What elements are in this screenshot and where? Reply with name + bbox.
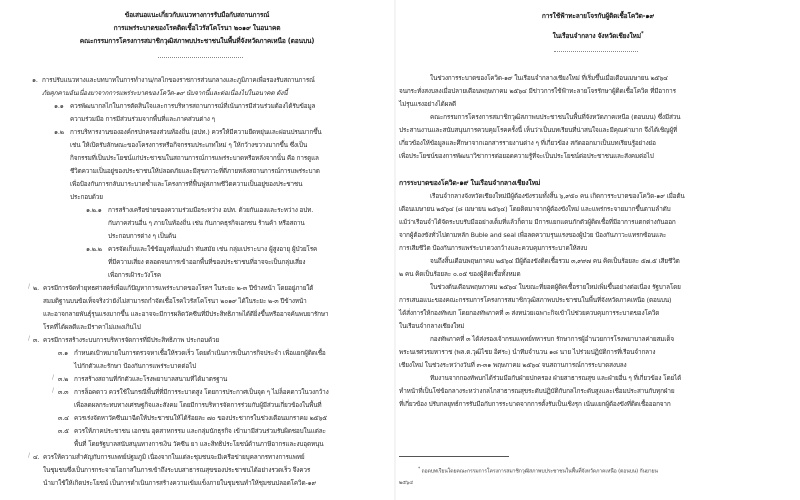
item-text: ที่มีความเสี่ยง ตลอดจนการเข้าออกพื้นที่ของประชาชนที่อาจจะเป็นกลุ่มเสี่ยง <box>108 258 306 266</box>
item-text: ในชุมชนซึ่งเป็นการกระจายโอกาสในการเข้าถึงระบบสาธารณสุขของประชาชนได้อย่างรวดเร็ว จึงควร <box>43 466 311 474</box>
item-number: ๒. <box>33 284 39 292</box>
item-number: ๓. <box>33 336 40 344</box>
item-text: ควรจัดเก็บและใช้ข้อมูลที่แม่นยำ ทันสมัย เช่น กลุ่มเปราะบาง ผู้สูงอายุ ผู้ป่วยโรค <box>108 245 318 253</box>
item-number: ๑.๒ <box>54 128 64 136</box>
footnote-text <box>418 465 658 477</box>
item-text: ควรเร่งจัดหาวัคซีนมาฉีดให้ประชาชนให้ได้ร้อยละ ๗๐ ของประชากรในช่วงเดือนมกราคม ๒๕๖๕ <box>74 414 327 422</box>
right-title-line-2 <box>396 29 800 41</box>
paragraph-line: ทีมงานจากกองทัพบกได้ร่วมมือกับฝ่ายปกครอง ฝ่ายสาธารณสุข และฝ่ายอื่น ๆ ที่เกี่ยวข้อง โดยได้ <box>430 374 682 382</box>
title-divider <box>554 51 638 52</box>
item-text: เพื่อลดผลกระทบทางเศรษฐกิจและสังคม โดยมีการบริหารจัดการร่วมกับผู้มีส่วนเกี่ยวข้องในพื้นที่ <box>74 401 322 409</box>
title-divider <box>158 57 243 58</box>
item-text: เช่น ให้เปิดรับลักษณะของโครงการหรือกิจกรรมประเภทใหม่ ๆ ให้กว้างขวางมากขึ้น ซึ่งเป็น <box>70 141 308 149</box>
paragraph-line: เชียงใหม่ ในช่วงระหว่างวันที่ ๓-๓๑ พฤษภาคม ๒๕๖๔ จนสถานการณ์การระบาดสงบลง <box>399 361 627 369</box>
paragraph-line: ประสานงานและสนับสนุนการควบคุมโรคครั้งนี้ เห็นว่าเป็นบทเรียนที่น่าสนใจและมีคุณค่ามาก จึงได้เชิญผู้ที่ <box>399 126 678 134</box>
item-text: การปรับแนวทางและบทบาทในการทำงาน/กลไกของราชการส่วนกลางและภูมิภาคเพื่อรองรับสถานการณ์ <box>42 76 315 84</box>
left-title-line-3: คณะกรรมการโครงการสมาชิกวุฒิสภาพบประชาชนในพื้นที่จังหวัดภาคเหนือ (ตอนบน) <box>79 37 315 45</box>
item-text: ประกอบด้วย <box>70 193 103 201</box>
item-text: เพื่อการเฝ้าระวังโรค <box>108 271 161 279</box>
paragraph-line: การเสนอแนะของคณะกรรมการโครงการสมาชิกวุฒิสภาพบประชาชนในพื้นที่จังหวัดภาคเหนือ (ตอนบน) <box>399 296 672 304</box>
item-text: กับภาคส่วนอื่น ๆ ภายในท้องถิ่น เช่น กับภาคธุรกิจเอกชน ร้านค้า หรือสถาน <box>108 219 305 227</box>
right-document-page <box>396 0 800 500</box>
item-number: ๓.๒ <box>58 375 69 383</box>
item-text: ควรมีการสร้างระบบการบริหารจัดการที่มีประสิทธิภาพ ประกอบด้วย <box>43 336 220 344</box>
item-number: ๑.๒.๑ <box>86 206 102 214</box>
paragraph-line: ๒ คน คิดเป็นร้อยละ ๐.๐๕ ของผู้ติดเชื้อทั้งหมด <box>399 270 521 278</box>
paragraph-line: จนกระทั่งสงบลงเมื่อปลายเดือนพฤษภาคม ๒๕๖๔ มีข่าวการใช้ฟ้าทะลายโจรรักษาผู้ติดเชื้อโควิด ที่มีอาการ <box>399 87 676 95</box>
item-text: กิจกรรมที่เป็นประโยชน์แก่ประชาชนในสถานการณ์การแพร่ระบาดหรือหลังจากนั้น คือ การดูแล <box>70 154 319 162</box>
paragraph-line: กองทัพภาคที่ ๓ ได้ส่งรองเจ้ากรมแพทย์ทหารบก รักษาการผู้อำนวยการโรงพยาบาลค่ายสมเด็จ <box>430 335 674 343</box>
item-text: การล็อคดาว ควรใช้ในกรณีพื้นที่ที่มีการระบาดสูง โดยการประกาศเป็นจุด ๆ ไม่ล็อคดาวในวงกว้าง <box>74 388 329 396</box>
right-title-line-1: การใช้ฟ้าทะลายโจรกับผู้ติดเชื้อโควิด-๑๙ <box>541 12 655 20</box>
item-text: ความร่วมมือ การมีส่วนร่วมจากพื้นที่และภาคส่วนต่าง ๆ <box>70 115 215 123</box>
paragraph-line: ในช่วงต้นเดือนพฤษภาคม ๒๕๖๔ ในขณะที่ยอดผู้ติดเชื้อรายใหม่เพิ่มขึ้นอย่างต่อเนื่อง รัฐบาลโดย <box>430 283 681 291</box>
item-text: สมมติฐานบนข้อเท็จจริงว่ายังไม่สามารถกำจัดเชื้อโรคไวรัสโคโรนา ๒๐๑๙ ได้ในระยะ ๒-๓ ปีข้างหน้า <box>43 297 307 305</box>
item-text: การสร้างเครือข่ายของความร่วมมือระหว่าง อปท. ด้วยกันเองและระหว่าง อปท. <box>108 206 314 214</box>
item-text: ประกอบการต่าง ๆ เป็นต้น <box>108 232 177 240</box>
item-number: ๑. <box>32 76 38 84</box>
left-title-line-1: ข้อเสนอแนะเกี่ยวกับแนวทางการรับมือกับสถานการณ์ <box>124 11 270 19</box>
paragraph-line: ในเรือนจำกลางเชียงใหม่ <box>399 322 465 330</box>
paragraph-line: ที่เกี่ยวข้อง ปรับกลยุทธ์การรับมือกับการระบาดจากการตั้งรับเป็นเชิงรุก เน้นแยกผู้ต้องขังที่ติดเชื้อออกจาก <box>399 400 671 408</box>
right-title-text: ในเรือนจำกลาง จังหวัดเชียงใหม่ <box>552 32 641 41</box>
item-number: ๓.๓ <box>58 388 69 396</box>
item-text: ภัยคุกคามอันเนื่องมาจากการแพร่ระบาดของโควิด-๑๙ นับจากนี้และต่อเนื่องไปในอนาคต ดังนี้ <box>42 89 288 97</box>
item-number: ๑.๒.๒ <box>86 245 102 253</box>
paragraph-line: แม้ว่าเรือนจำได้จัดระบบรับมืออย่างเต็มที่แล้วก็ตาม มีการแยกแดนกักตัวผู้ติดเชื้อที่มีอาการแตกต่างกันออก <box>399 218 676 226</box>
footnote-divider <box>399 456 509 457</box>
pen-tick-mark: / <box>28 283 31 290</box>
paragraph-line: จนถึงสิ้นเดือนพฤษภาคม ๒๕๖๔ มีผู้ต้องขังติดเชื้อรวม ๓,๙๙๗ คน คิดเป็นร้อยละ ๕๗.๕ เสียชีวิต <box>430 257 680 265</box>
section-heading: การระบาดของโควิด-๑๙ ในเรือนจำกลางเชียงใหม่ <box>399 179 541 187</box>
pen-tick-mark: / <box>28 335 31 342</box>
item-text: การสร้างสถานที่กักตัวและโรงพยาบาลสนามที่ได้มาตรฐาน <box>74 375 228 383</box>
paragraph-line: คณะกรรมการโครงการสมาชิกวุฒิสภาพบประชาชนในพื้นที่จังหวัดภาคเหนือ (ตอนบน) ซึ่งมีส่วน <box>430 113 681 121</box>
paragraph-line: การเสียชีวิต ป้องกันการแพร่ระบาดวงกว้างและควบคุมการระบาดให้สงบ <box>399 244 588 252</box>
left-document-page <box>0 0 394 500</box>
paragraph-line: ทำหน้าที่เป็นโซ่ข้อกลางระหว่างกลไกสาธารณสุขระดับปฏิบัติกับกลไกระดับสูงและเชื่อมประสานกับทุกฝ่าย <box>399 387 675 395</box>
item-text: ควรมีการจัดทำยุทธศาสตร์เพื่อแก้ปัญหาการแพร่ระบาดของโรคฯ ในระยะ ๒-๓ ปีข้างหน้า โดยอยู่ภายใต้ <box>43 284 314 292</box>
pen-tick-mark: / <box>52 387 55 394</box>
pen-tick-mark: / <box>52 374 55 381</box>
footnote-line: ๒๕๖๔ <box>399 480 413 486</box>
item-text: กำหนดเป้าหมายในการตรวจหาเชื้อให้รวดเร็ว โดยดำเนินการเป็นภารกิจประจำ เพื่อแยกผู้ติดเชื้อ <box>74 349 326 357</box>
paragraph-line: พระนเรศวรมหาราช (พล.ต.วุฒิไชย อิศระ) นำทีมจำนวน ๑๘ นาย ไปร่วมปฏิบัติการที่เรือนจำกลาง <box>399 348 656 356</box>
paragraph-line: ไม่รุนแรงอย่างได้ผลดี <box>399 100 456 108</box>
item-number: ๓.๑ <box>58 349 69 357</box>
item-number: ๔. <box>33 453 40 461</box>
paragraph-line: ในช่วงการระบาดของโควิด-๑๙ ในเรือนจำกลางเชียงใหม่ ที่เริ่มขึ้นเมื่อเดือนเมษายน ๒๕๖๔ <box>430 74 668 82</box>
item-text: ชีวิตความเป็นอยู่ของประชาชนให้ปลอดภัยและมีสุขภาวะที่ดีภายหลังสถานการณ์การแพร่ระบาด <box>70 167 320 175</box>
item-text: พื้นที่ โดยรัฐบาลสนับสนุนทางการเงิน วัคซีน ยา และสิทธิประโยชน์ด้านภาษีอากรและงบอุดหนุน <box>74 440 324 448</box>
item-text: ไปกักตัวและรักษา ป้องกันการแพร่ระบาดต่อไป <box>74 362 197 370</box>
item-text: ควรให้ภาคประชาชน เอกชน อุตสาหกรรม และกลุ่มนักธุรกิจ เข้ามามีส่วนร่วมรับผิดชอบในแต่ละ <box>74 427 326 435</box>
item-number: ๑.๑ <box>54 102 64 110</box>
footnote-line: ถอดบทเรียนโดยคณะกรรมการโครงการสมาชิกวุฒิสภาพบประชาชนในพื้นที่จังหวัดภาคเหนือ (ตอนบน) กันยายน <box>421 468 658 475</box>
item-text: ควรพัฒนากลไกในการตัดสินใจและการบริหารสถานการณ์ที่เน้นการมีส่วนร่วมต้องได้รับข้อมูล <box>70 102 316 110</box>
paragraph-line: เพื่อประโยชน์ของการพัฒนาวิชาการต่อยอดความรู้ที่จะเป็นประโยชน์ต่อประชาชนและสังคมต่อไป <box>399 152 654 160</box>
item-text: นำมาใช้ให้เกิดประโยชน์ เป็นการดำเนินการสร้างความเข้มแข็งภายในชุมชนทำให้ชุมชนปลอดโควิด-๑๙ <box>43 479 317 487</box>
item-text: และอาจกลายพันธุ์รุนแรงมากขึ้น และอาจจะมีการผลิตวัคซีนที่มีประสิทธิภาพได้ดียิ่งขึ้นหรืออาจค้นพบยารักษา <box>43 310 329 318</box>
pen-tick-mark: / <box>28 452 31 459</box>
paragraph-line: ได้สั่งการให้กองทัพบก โดยกองทัพภาคที่ ๓ ส่งหน่วยเฉพาะกิจเข้าไปช่วยควบคุมการระบาดของโควิด <box>399 309 660 317</box>
item-text: เพื่อป้องกันการกลับมาระบาดซ้ำและโครงการที่ฟื้นฟูสภาพชีวิตความเป็นอยู่ของประชาชน <box>70 180 303 188</box>
item-text: ควรให้ความสำคัญกับการแพทย์ปฐมภูมิ เนื่องจากในแต่ละชุมชนจะมีเครือข่ายบุคลากรทางการแพทย์ <box>43 453 305 461</box>
footnote-ref: * <box>640 31 644 37</box>
item-number: ๓.๔ <box>58 414 69 422</box>
paragraph-line: จากผู้ต้องขังทั่วไปตามหลัก Buble and seal เพื่อลดความรุนแรงของผู้ป่วย ป้องกันภาวะแทรกซ้อนและ <box>399 231 667 239</box>
item-number: ๓.๕ <box>58 427 69 435</box>
paragraph-line: เดือนเมษายน ๒๕๖๔ (๘ เมษายน ๒๕๖๔) โดยติดมาจากผู้ต้องขังใหม่ และแพร่กระจายมากขึ้นตามลำดับ <box>399 205 671 213</box>
footnote-marker: * <box>418 467 421 472</box>
item-text: การบริหารงานขององค์กรปกครองส่วนท้องถิ่น (อปท.) ควรให้มีความยืดหยุ่นและผ่อนปรนมากขึ้น <box>70 128 322 136</box>
paragraph-line: เกี่ยวข้องให้ข้อมูลและศึกษาจากเอกสารรายงานต่าง ๆ ที่เกี่ยวข้อง สกัดออกมาเป็นบทเรียนรู้อย่างย่อ <box>399 139 656 147</box>
item-text: โรคที่ได้ผลดีและมีราคาไม่แพงเกินไป <box>43 323 141 331</box>
left-title-line-2: การแพร่ระบาดของโรคติดเชื้อไวรัสโคโรนา ๒๐๑๙ ในอนาคต <box>113 24 281 32</box>
paragraph-line: เรือนจำกลางจังหวัดเชียงใหม่มีผู้ต้องขังรวมทั้งสิ้น ๖,๙๕๐ คน เกิดการระบาดของโควิด-๑๙ เมื่อต้น <box>430 192 685 200</box>
